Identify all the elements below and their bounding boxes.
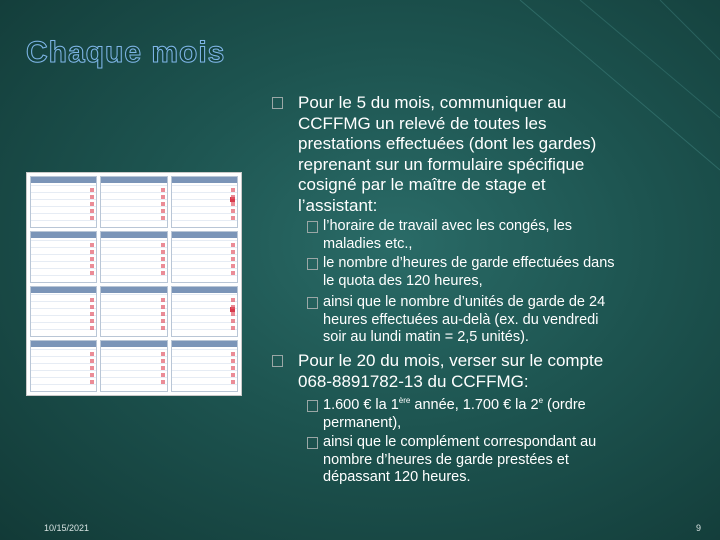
sub-bullet-box-icon bbox=[307, 258, 318, 273]
sub-bullet-1-2: le nombre d’heures de garde effectuées dans le quota des 120 heures, bbox=[323, 255, 615, 289]
calendar-month bbox=[30, 176, 97, 228]
calendar-month bbox=[171, 340, 238, 392]
sub-bullet-box-icon bbox=[307, 297, 318, 312]
calendar-image bbox=[26, 172, 242, 396]
calendar-month bbox=[171, 231, 238, 283]
calendar-month bbox=[171, 176, 238, 228]
sub-bullet-box-icon bbox=[307, 221, 318, 236]
page-number: 9 bbox=[696, 523, 702, 533]
bullet-2-text: Pour le 20 du mois, verser sur le compte 068-8891782-13 du CCFFMG: bbox=[298, 351, 604, 391]
calendar-month bbox=[100, 176, 167, 228]
sub-bullet-box-icon bbox=[307, 437, 318, 452]
sub-bullet-box-icon bbox=[307, 400, 318, 415]
calendar-month bbox=[100, 231, 167, 283]
calendar-month bbox=[30, 286, 97, 338]
bullet-1-text: Pour le 5 du mois, communiquer au CCFFMG un relevé de toutes les prestations effectuées (dont les gardes) reprenant sur un formulaire spécifique cosigné par le maître de stage et l’assistant: bbox=[298, 93, 597, 215]
calendar-month bbox=[100, 286, 167, 338]
sub-bullet-1-3: ainsi que le nombre d’unités de garde de 24 heures effectuées au-delà (ex. du vendredi soir au lundi matin = 2,5 unités). bbox=[323, 294, 606, 345]
sub-bullet-2-2: ainsi que le complément correspondant au nombre d’heures de garde prestées et dépassant 120 heures. bbox=[323, 434, 597, 485]
calendar-month bbox=[171, 286, 238, 338]
calendar-month bbox=[30, 340, 97, 392]
slide-title: Chaque mois bbox=[26, 36, 226, 69]
bullet-box-icon bbox=[272, 97, 283, 112]
calendar-month bbox=[100, 340, 167, 392]
footer-date: 10/15/2021 bbox=[44, 523, 90, 533]
calendar-month bbox=[30, 231, 97, 283]
sub-bullet-1-1: l’horaire de travail avec les congés, les maladies etc., bbox=[323, 218, 573, 252]
bullet-box-icon bbox=[272, 355, 283, 370]
sub-bullet-2-1: 1.600 € la 1ère année, 1.700 € la 2e (ordre permanent), bbox=[323, 396, 586, 431]
